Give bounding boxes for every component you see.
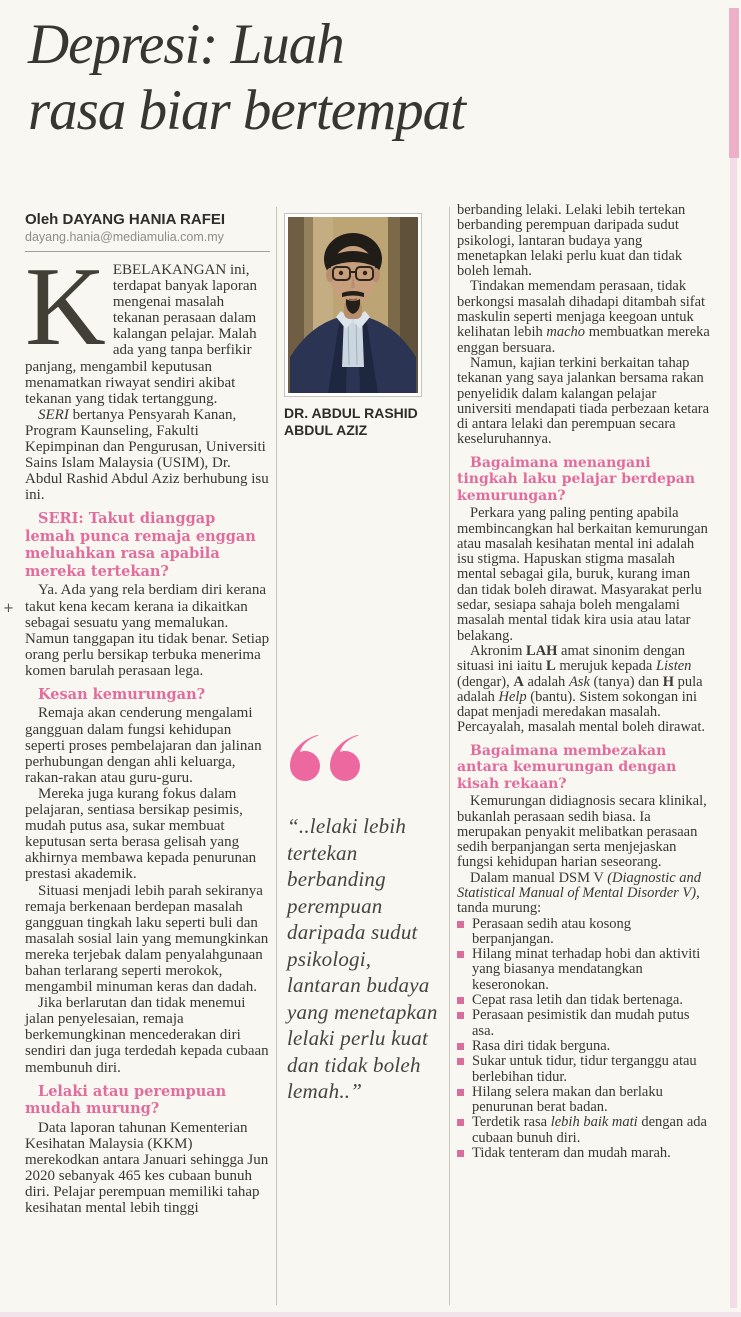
column-divider-right [449, 207, 450, 1305]
symptom-item [457, 993, 713, 1008]
column-divider-left [276, 207, 277, 1305]
paragraph: Perkara yang paling penting apabila membincangkan hal berkaitan kemurungan atau masalah kesihatan mental ini adalah isu stigma. Hapuskan stigma masalah mental sebagai gila, buruk, kurang iman dan tidak boleh dirawat. Masyarakat perlu sedar, sesiapa sahaja boleh mengalami masalah mental tidak kira usia atau latar belakang. [457, 505, 708, 644]
bullet-square-icon [457, 1119, 464, 1126]
paragraph: Situasi menjadi lebih parah sekiranya remaja berkenaan berdepan masalah gangguan tingkah laku seperti buli dan masalah sosial lain yang memungkinkan mereka terjebak dalam penyalahgunaan bahan terlarang seperti merokok, mengambil minuman keras dan dadah. [25, 882, 269, 996]
paragraph: Data laporan tahunan Kementerian Kesihatan Malaysia (KKM) merekodkan antara Januari sehingga Jun 2020 sebanyak 465 kes cubaan bunuh diri. Pelajar perempuan memiliki tahap kesihatan mental lebih tinggi [25, 1119, 269, 1217]
paragraph: Ya. Ada yang rela berdiam diri kerana takut kena kecam kerana ia dikaitkan sebagai sesuatu yang memalukan. Namun tanggapan itu tidak benar. Setiap orang perlu bersikap terbuka menerima komen barulah perasaan lega. [25, 582, 270, 679]
paragraph: Namun, kajian terkini berkaitan tahap tekanan yang saya jalankan bersama rakan penyelidik dalam kalangan pelajar universiti mendapati tiada perbezaan ketara di antara lelaki dan perempuan secara keseluruhannya. [457, 354, 710, 448]
quotation-marks-icon [287, 731, 365, 787]
bullet-square-icon [457, 1012, 464, 1019]
bullet-square-icon [457, 1150, 464, 1157]
lead-paragraph [25, 245, 270, 407]
pull-quote-block [287, 731, 441, 1105]
lead-text: EBELAKANGAN ini, terdapat banyak laporan mengenai masalah tekanan perasaan dalam kalangan pelajar. Malah ada yang tanpa berfikir panjang, mengambil keputusan menamatkan riwayat sendiri akibat tekanan yang tidak tertanggung. [25, 262, 257, 407]
symptom-text: Hilang selera makan dan berlaku penurunan berat badan. [472, 1083, 663, 1116]
page-bottom-edge-tint [0, 1312, 741, 1317]
margin-registration-mark: + [3, 601, 14, 616]
column-2 [284, 211, 446, 1103]
symptom-item [457, 1146, 713, 1161]
section-heading-lelaki-perempuan: Lelaki atau perempuan mudah murung? [25, 1082, 227, 1118]
symptom-text: Terdetik rasa lebih baik mati dengan ada cubaan bunuh diri. [472, 1114, 707, 1146]
section-heading-menangani: Bagaimana menangani tingkah laku pelajar berdepan kemurungan? [457, 454, 695, 504]
symptom-item [457, 1054, 713, 1085]
portrait-figure [284, 213, 446, 439]
bullet-square-icon [457, 951, 464, 958]
section-heading-seri-question: SERI: Takut dianggap lemah punca remaja enggan meluahkan rasa apabila mereka tertekan? [25, 510, 256, 580]
bullet-square-icon [457, 1058, 464, 1065]
symptom-item [457, 1115, 713, 1146]
byline-email: dayang.hania@mediamulia.com.my [25, 230, 224, 244]
column-3 [457, 203, 713, 1161]
paragraph: Kemurungan didiagnosis secara klinikal, bukanlah perasaan sedih biasa. Ia merupakan penyakit melibatkan perasaan sedih berpanjangan serta menjejaskan fungsi kehidupan harian seseorang. [457, 793, 707, 871]
byline-author: Oleh DAYANG HANIA RAFEI [25, 211, 226, 228]
paragraph: Akronim LAH amat sinonim dengan situasi ini iaitu L merujuk kepada Listen (dengar), A adalah Ask (tanya) dan H pula adalah Help (bantu). Sistem sokongan ini dapat menjadi meredakan masalah. Percayalah, masalah mental boleh dirawat. [457, 642, 706, 736]
symptom-text: Sukar untuk tidur, tidur terganggu atau berlebihan tidur. [472, 1053, 697, 1085]
symptom-text: Tidak tenteram dan mudah marah. [472, 1145, 671, 1162]
pull-quote-text: “..lelaki lebih tertekan berbanding perempuan daripada sudut psikologi, lantaran budaya yang menetapkan lelaki perlu kuat dan tidak boleh lemah..” [287, 814, 438, 1103]
photo-caption: DR. ABDUL RASHID ABDUL AZIZ [284, 405, 418, 438]
symptom-text: Hilang minat terhadap hobi dan aktiviti yang biasanya mendatangkan keseronokan. [472, 946, 701, 993]
symptom-item [457, 917, 713, 948]
paragraph: Dalam manual DSM V (Diagnostic and Statistical Manual of Mental Disorder V), tanda murung: [457, 869, 702, 917]
bullet-square-icon [457, 997, 464, 1004]
dropcap-letter: K [25, 245, 106, 369]
symptom-text: Rasa diri tidak berguna. [472, 1037, 611, 1054]
paragraph: SERI bertanya Pensyarah Kanan, Program Kaunseling, Fakulti Kepimpinan dan Pengurusan, Universiti Sains Islam Malaysia (USIM), Dr. Abdul Rashid Abdul Aziz berhubung isu ini. [25, 406, 269, 504]
symptom-item [457, 1039, 713, 1054]
paragraph: berbanding lelaki. Lelaki lebih tertekan berbanding perempuan daripada sudut psikologi, lantaran budaya yang menetapkan lelaki perlu kuat dan tidak boleh lemah. [457, 202, 686, 280]
bullet-square-icon [457, 921, 464, 928]
symptom-text: Cepat rasa letih dan tidak bertenaga. [472, 992, 683, 1009]
section-heading-kesan: Kesan kemurungan? [38, 685, 206, 703]
headline-line-2: rasa biar bertempat [28, 79, 465, 142]
bullet-square-icon [457, 1043, 464, 1050]
paragraph: Tindakan memendam perasaan, tidak berkongsi masalah dihadapi ditambah sifat maskulin seperti menjaga keegoan untuk kelihatan lebih macho membuatkan mereka enggan bersuara. [457, 278, 710, 356]
headline-line-1: Depresi: Luah [28, 13, 344, 76]
page-edge-pink-stripe-top [729, 8, 739, 158]
symptom-text: Perasaan pesimistik dan mudah putus asa. [472, 1007, 690, 1039]
article-headline [28, 12, 708, 144]
symptom-list [457, 917, 713, 1162]
paragraph: Mereka juga kurang fokus dalam pelajaran, sentiasa bersikap pesimis, mudah putus asa, sukar membuat keputusan serta berasa gelisah yang akhirnya membawa kepada penurunan prestasi akademik. [25, 785, 257, 883]
symptom-item [457, 947, 713, 993]
bullet-square-icon [457, 1089, 464, 1096]
symptom-item [457, 1085, 713, 1116]
portrait-photo [284, 213, 422, 397]
page-edge-pink-stripe-bottom [730, 158, 737, 1308]
symptom-item [457, 1008, 713, 1039]
symptom-text: Perasaan sedih atau kosong berpanjangan. [472, 915, 632, 947]
portrait-illustration [288, 217, 418, 393]
column-1 [25, 211, 270, 1216]
section-heading-membezakan: Bagaimana membezakan antara kemurungan dengan kisah rekaan? [457, 742, 677, 792]
paragraph: Remaja akan cenderung mengalami gangguan dalam fungsi kehidupan seperti proses pembelajaran dan jalinan perhubungan dengan ahli keluarga, rakan-rakan atau guru-guru. [25, 705, 262, 786]
paragraph: Jika berlarutan dan tidak menemui jalan penyelesaian, remaja berkemungkinan mencederakan diri sendiri dan juga terdedah kepada cubaan membunuh diri. [25, 995, 269, 1076]
